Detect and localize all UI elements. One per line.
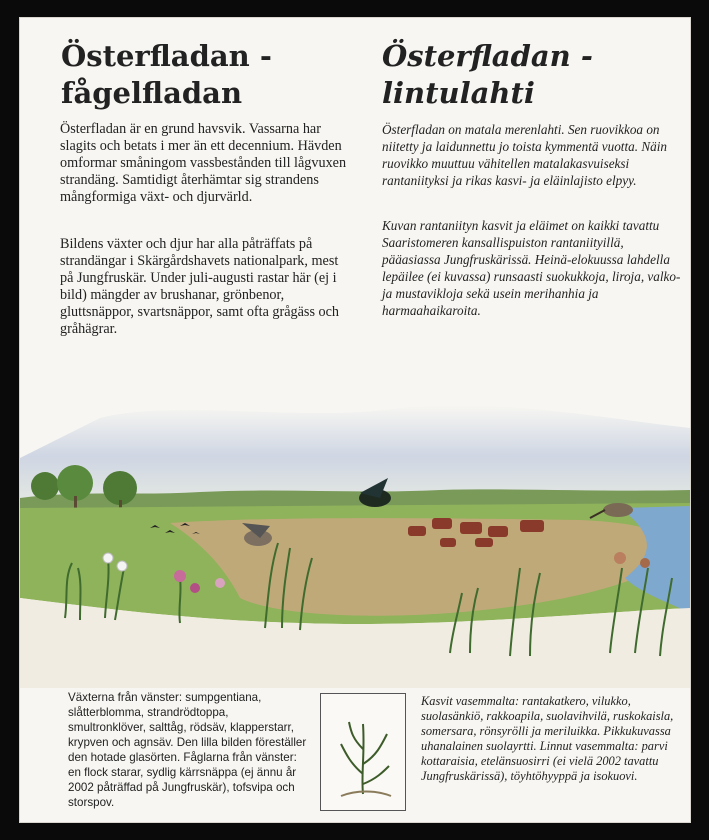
glasswort-icon	[321, 694, 405, 810]
swedish-paragraph-1: Österfladan är en grund havsvik. Vassarna har slagits och betats i mer än ett decennium. Hävden omformar småningom vassbestånden till lågvuxen strandäng. Samtidigt återhämtar sig strandens mångformiga växt- och djurvärld.	[60, 121, 347, 205]
finnish-title	[382, 38, 682, 112]
finnish-paragraph-2: Kuvan rantaniityn kasvit ja eläimet on kaikki tavattu Saaristomeren kansallispuiston rantaniityillä, pääasiassa Jungfruskärissä. Heinä-elokuussa lahdella lepäilee (ei kuvassa) runsaasti suokukkoja, liroja, valko- ja mustavikloja sekä usein merihanhia ja harmaahaikaroita.	[382, 218, 681, 318]
swedish-title-line2: fågelfladan	[61, 76, 243, 110]
swedish-paragraph-2: Bildens växter och djur har alla påträffats på strandängar i Skärgårdshavets nationalpark, mest på Jungfruskär. Under juli-augusti rastar här (ej i bild) mängder av brushanar, grönbenor, gluttsnäppor, svartsnäppor, samt ofta grågäss och gråhägrar.	[60, 236, 340, 337]
swedish-caption: Växterna från vänster: sumpgentiana, slåtterblomma, strandrödtoppa, smultronklöver, salttåg, rödsäv, klapperstarr, krypven och agnsäv. Den lilla bilden föreställer den hotade glasörten. Fåglarna från vänster: en flock starar, sydlig kärrsnäppa (ej ännu år 2002 påträffad på Jungfruskär), tofsvipa och storspov.	[68, 691, 307, 809]
finnish-title-line1: Österfladan -	[382, 39, 593, 73]
finnish-paragraph-1: Österfladan on matala merenlahti. Sen ruovikkoa on niitetty ja laidunnettu jo toista kymmentä vuotta. Näin ruovikko muuttuu vähitellen matalakasvuiseksi rantaniityksi ja rikas kasvi- ja eläinlajisto elpyy.	[382, 122, 667, 188]
finnish-title-line2: lintulahti	[382, 76, 535, 110]
glasswort-inset	[320, 693, 406, 811]
swedish-title-line1: Österfladan -	[61, 39, 272, 73]
swedish-title	[61, 38, 341, 112]
sandpiper-bird	[242, 523, 272, 546]
meadow-illustration	[20, 398, 690, 688]
finnish-caption: Kasvit vasemmalta: rantakatkero, vilukko, suolasänkiö, rakkoapila, suolavihvilä, ruskokaisla, somersara, rönsyrölli ja meriluikka. Pikkukuvassa uhanalainen suolayrtti. Linnut vasemmalta: parvi kottaraisia, etelänsuosirri (ei vielä 2002 tavattu Jungfruskärissä), töyhtöhyyppä ja isokuovi.	[421, 694, 674, 783]
information-board	[19, 17, 691, 823]
